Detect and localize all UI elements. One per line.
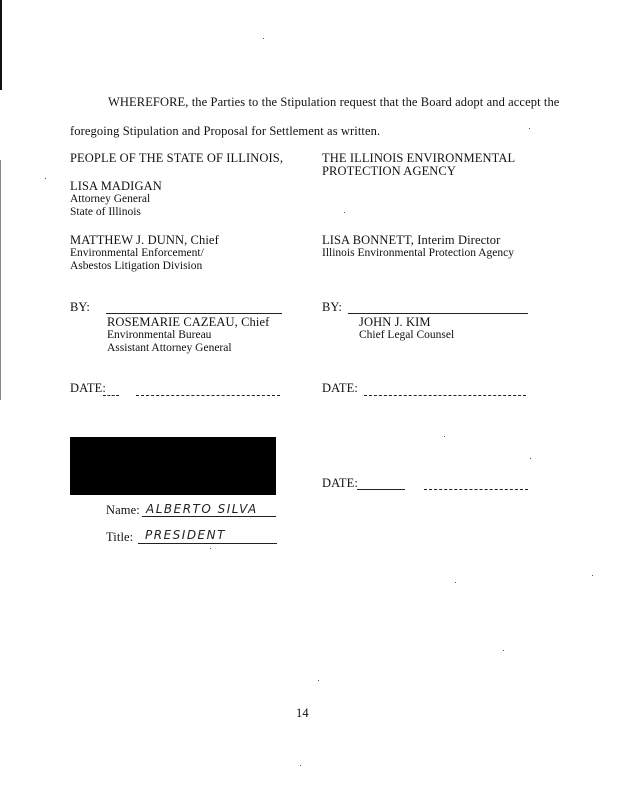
scan-margin-line bbox=[0, 160, 1, 400]
left-signer-title-1: Environmental Bureau bbox=[107, 329, 212, 341]
right-party-heading bbox=[322, 152, 515, 178]
left-signer-title-2: Assistant Attorney General bbox=[107, 342, 232, 354]
scan-speck bbox=[263, 38, 264, 39]
left-signature-line bbox=[106, 313, 282, 314]
redacted-signature-box bbox=[70, 437, 276, 495]
scan-speck bbox=[318, 680, 319, 681]
page-number: 14 bbox=[296, 706, 309, 720]
attorney-general-block bbox=[70, 180, 162, 219]
left-date-label: DATE: bbox=[70, 381, 106, 395]
title-handwritten: PRESIDENT bbox=[145, 528, 226, 542]
scan-speck bbox=[455, 582, 456, 583]
scan-speck bbox=[503, 650, 504, 651]
chief-name: MATTHEW J. DUNN, Chief bbox=[70, 233, 219, 247]
intro-line-2: foregoing Stipulation and Proposal for Settlement as written. bbox=[70, 124, 381, 138]
scan-speck bbox=[210, 548, 211, 549]
scan-speck bbox=[444, 436, 445, 437]
scan-speck bbox=[529, 128, 530, 129]
right-party-line-2: PROTECTION AGENCY bbox=[322, 164, 456, 178]
attorney-general-name: LISA MADIGAN bbox=[70, 179, 162, 193]
attorney-general-state: State of Illinois bbox=[70, 206, 141, 218]
intro-line-1: WHEREFORE, the Parties to the Stipulation request that the Board adopt and accept the bbox=[108, 95, 560, 109]
director-name: LISA BONNETT, Interim Director bbox=[322, 233, 501, 247]
scan-margin-mark bbox=[0, 0, 2, 90]
chief-title-1: Environmental Enforcement/ bbox=[70, 247, 204, 259]
title-label: Title: bbox=[106, 530, 134, 544]
left-date-line-b bbox=[136, 395, 280, 396]
scan-speck bbox=[300, 765, 301, 766]
director-title: Illinois Environmental Protection Agency bbox=[322, 247, 514, 259]
right-date-line bbox=[364, 395, 526, 396]
name-line bbox=[142, 516, 276, 517]
right-signer-name: JOHN J. KIM bbox=[359, 315, 431, 329]
scan-speck bbox=[45, 178, 46, 179]
scan-speck bbox=[530, 458, 531, 459]
director-block bbox=[322, 234, 514, 260]
right-by-label: BY: bbox=[322, 300, 342, 314]
scan-speck bbox=[592, 575, 593, 576]
right-party-line-1: THE ILLINOIS ENVIRONMENTAL bbox=[322, 151, 516, 165]
left-date-line-a bbox=[103, 395, 119, 396]
right-date2-line-b bbox=[424, 489, 528, 490]
attorney-general-title: Attorney General bbox=[70, 193, 151, 205]
right-signature-line bbox=[348, 313, 528, 314]
right-signer-title: Chief Legal Counsel bbox=[359, 329, 455, 341]
left-signer-name: ROSEMARIE CAZEAU, Chief bbox=[107, 315, 270, 329]
name-handwritten: ALBERTO SILVA bbox=[146, 502, 258, 516]
chief-title-2: Asbestos Litigation Division bbox=[70, 260, 203, 272]
right-date2-label: DATE: bbox=[322, 476, 358, 490]
right-signer-block bbox=[359, 316, 454, 342]
right-date2-line-a bbox=[357, 489, 405, 490]
title-line bbox=[138, 543, 277, 544]
left-by-label: BY: bbox=[70, 300, 90, 314]
right-date-label: DATE: bbox=[322, 381, 358, 395]
scan-speck bbox=[344, 212, 345, 213]
left-party-heading: PEOPLE OF THE STATE OF ILLINOIS, bbox=[70, 151, 284, 165]
left-signer-block bbox=[107, 316, 269, 355]
name-label: Name: bbox=[106, 503, 140, 517]
chief-block bbox=[70, 234, 219, 273]
